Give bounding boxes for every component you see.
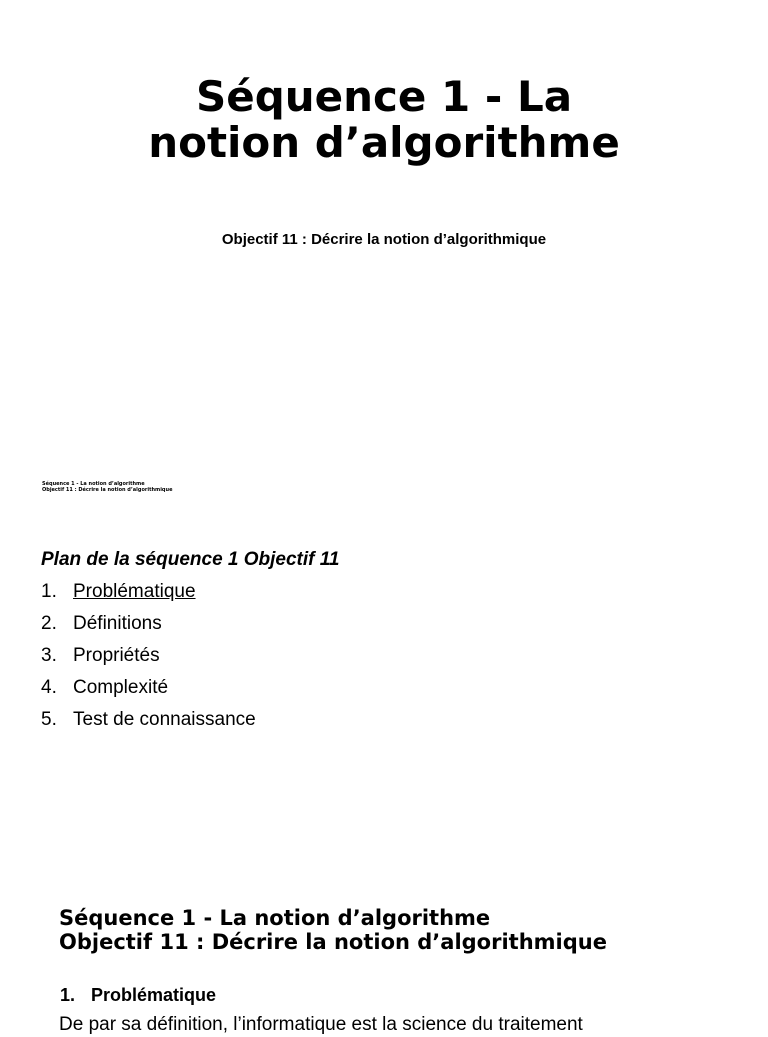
plan-item [41, 676, 256, 708]
section-subheading-number: 1. [60, 985, 76, 1005]
plan-item-number: 1. [41, 581, 57, 602]
section-subheading [60, 984, 216, 1006]
mini-header-line-1: Séquence 1 - La notion d’algorithme [42, 481, 145, 487]
plan-item-label: Test de connaissance [73, 709, 256, 730]
plan-list [41, 580, 256, 740]
plan-item-number: 4. [41, 677, 57, 698]
section-subheading-label: Problématique [91, 985, 217, 1005]
plan-item [41, 644, 256, 676]
document-subtitle: Objectif 11 : Décrire la notion d’algorithmique [221, 231, 547, 248]
section-title-line-2: Objectif 11 : Décrire la notion d’algorithmique [59, 930, 607, 954]
plan-item-label: Définitions [73, 613, 162, 634]
document-title-line-2: notion d’algorithme [148, 118, 620, 167]
plan-item-label: Problématique [73, 581, 196, 602]
document-title-line-1: Séquence 1 - La [195, 72, 573, 121]
plan-heading: Plan de la séquence 1 Objectif 11 [41, 549, 340, 570]
plan-item-number: 2. [41, 613, 57, 634]
plan-item-label: Complexité [73, 677, 169, 698]
plan-item-number: 3. [41, 645, 57, 666]
plan-item-number: 5. [41, 709, 57, 730]
section-body-text: De par sa définition, l’informatique est la science du traitement [59, 1014, 583, 1035]
mini-header-line-2: Objectif 11 : Décrire la notion d’algorithmique [42, 487, 173, 493]
plan-item-label: Propriétés [73, 645, 160, 666]
section-title-line-1: Séquence 1 - La notion d’algorithme [59, 906, 491, 930]
plan-item [41, 612, 256, 644]
plan-item [41, 708, 256, 740]
plan-item [41, 580, 256, 612]
